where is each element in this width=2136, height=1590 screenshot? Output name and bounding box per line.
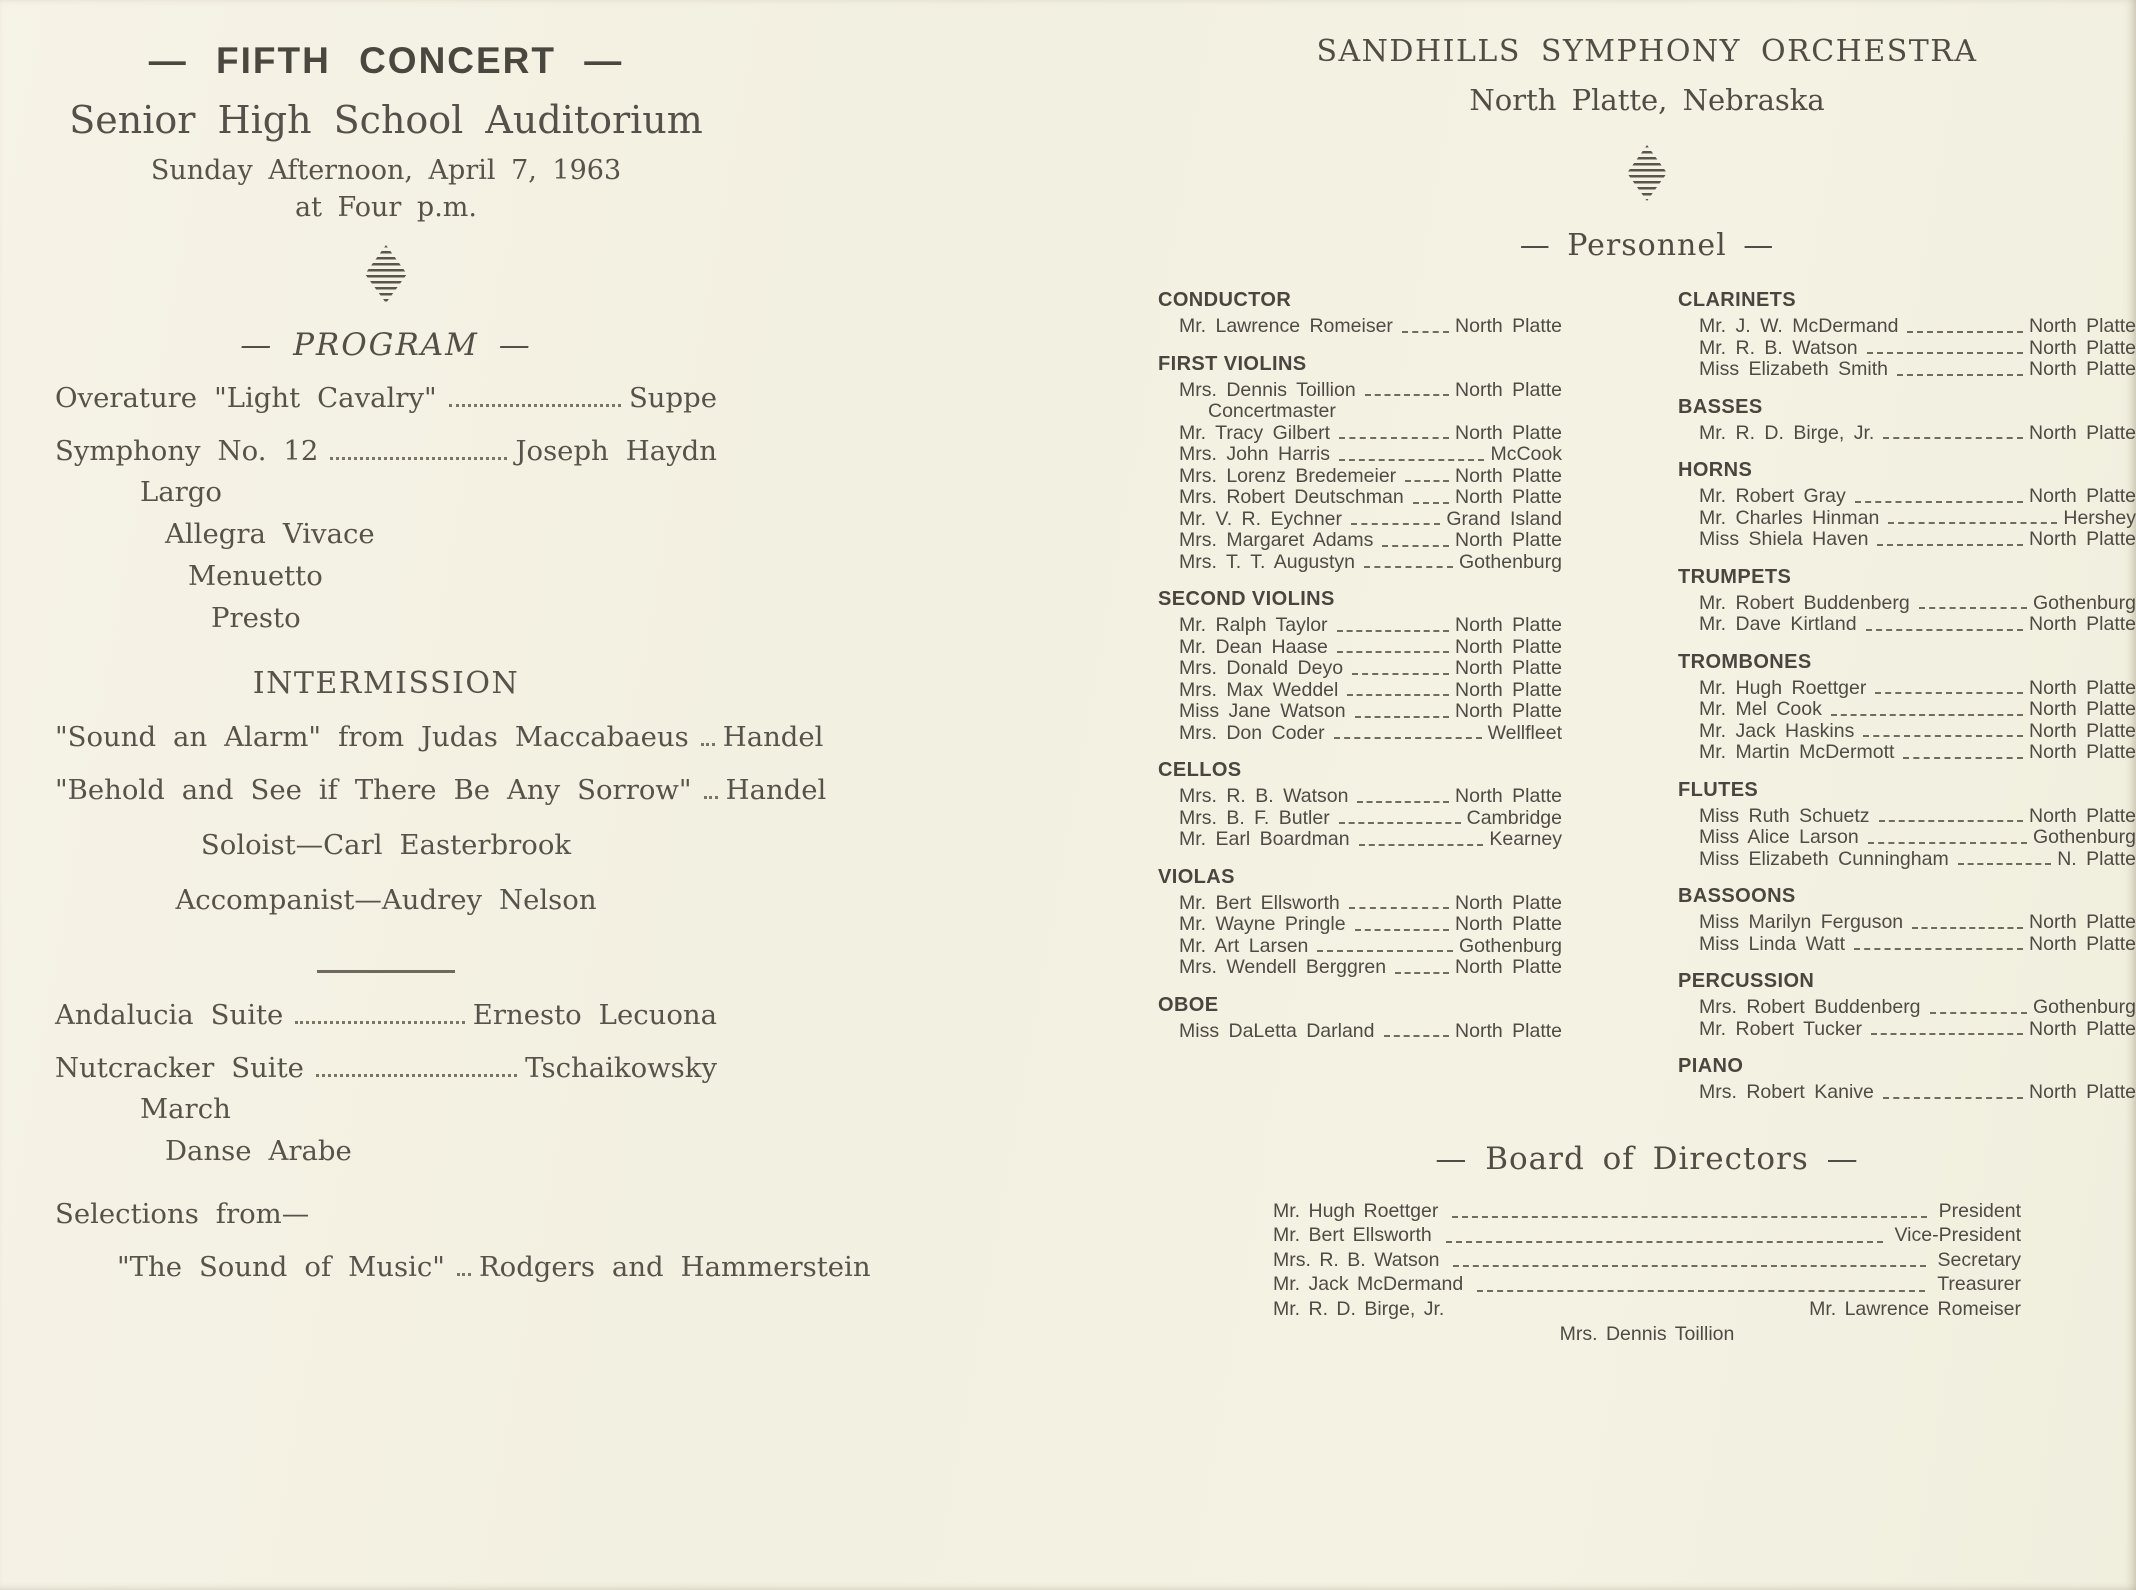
dash-leader [1402, 331, 1449, 333]
personnel-row [1158, 1021, 1562, 1043]
personnel-row [1678, 529, 2136, 551]
member-city: North Platte [1455, 378, 1562, 401]
dash-leader [1395, 972, 1449, 974]
member-city: Wellfleet [1487, 721, 1562, 744]
movement-line: Presto [211, 602, 301, 634]
board-officer-row [1273, 1248, 2021, 1273]
dash-leader [1863, 735, 2023, 737]
officer-name: Mr. Jack McDermand [1273, 1273, 1464, 1295]
member-city: North Platte [2029, 1081, 2136, 1103]
dash-leader [1351, 523, 1440, 525]
member-city: North Platte [1455, 913, 1562, 935]
member-note: Concertmaster [1208, 400, 1336, 422]
member-name: Miss Alice Larson [1699, 826, 1859, 848]
personnel-section [1678, 566, 2136, 636]
member-name: Miss Jane Watson [1179, 700, 1346, 722]
personnel-heading: — Personnel — [1519, 228, 1775, 263]
dash-leader [1339, 437, 1449, 439]
personnel-section [1678, 779, 2136, 871]
dash-leader [1912, 927, 2023, 929]
personnel-row [1158, 487, 1562, 509]
member-name: Mrs. Wendell Berggren [1179, 956, 1387, 978]
venue-title: Senior High School Auditorium [69, 98, 703, 142]
credit-line: Soloist—Carl Easterbrook [200, 829, 572, 861]
member-name: Mrs. Margaret Adams [1179, 529, 1374, 551]
member-city: North Platte [2029, 911, 2136, 933]
dash-leader [1831, 714, 2023, 716]
divider-rule-wrap [55, 948, 717, 980]
member-city: North Platte [1455, 614, 1562, 636]
section-title: PIANO [1678, 1055, 1744, 1077]
right-page [1158, 34, 2136, 1346]
member-name: Miss DaLetta Darland [1179, 1019, 1375, 1042]
member-name: Mr. Hugh Roettger [1699, 676, 1867, 699]
intermission-label: INTERMISSION [252, 666, 520, 701]
personnel-column [1678, 289, 2136, 1119]
dash-leader [1855, 501, 2023, 503]
member-name: Mr. Dean Haase [1179, 635, 1328, 658]
board-heading: — Board of Directors — [1435, 1140, 1859, 1177]
board-officer-row [1273, 1199, 2021, 1224]
piece-composer: Ernesto Lecuona [472, 999, 717, 1031]
piece-title: Nutcracker Suite [55, 1052, 304, 1084]
personnel-row [1678, 614, 2136, 636]
member-city: North Platte [2029, 719, 2136, 742]
left-page [55, 40, 871, 1285]
dash-leader [1854, 948, 2023, 950]
personnel-row [1678, 486, 2136, 508]
dash-leader [1875, 692, 2023, 694]
dash-leader [1930, 1012, 2027, 1014]
dotted-leader [704, 796, 718, 799]
date-line: Sunday Afternoon, April 7, 1963 [150, 155, 622, 186]
officer-name: Mrs. R. B. Watson [1273, 1248, 1440, 1271]
member-name: Mr. R. D. Birge, Jr. [1699, 421, 1875, 444]
personnel-row [1678, 359, 2136, 381]
member-city: Gothenburg [1459, 550, 1562, 573]
member-name: Miss Marilyn Ferguson [1699, 911, 1904, 933]
piece-composer: Tschaikowsky [525, 1052, 717, 1084]
piece-composer: Handel [725, 774, 827, 806]
member-name: Mr. Ralph Taylor [1179, 614, 1328, 636]
dotted-leader [449, 404, 621, 407]
personnel-row [1158, 444, 1562, 466]
personnel-row [1158, 658, 1562, 680]
member-name: Mr. Robert Tucker [1699, 1017, 1862, 1040]
section-title: VIOLAS [1158, 865, 1235, 888]
personnel-row [1158, 914, 1562, 936]
member-name: Mr. Wayne Pringle [1179, 913, 1346, 935]
member-city: North Platte [2029, 528, 2136, 550]
movement-line: Allegra Vivace [165, 518, 375, 550]
officer-role: Treasurer [1937, 1273, 2021, 1295]
member-name: Mrs. Lorenz Bredemeier [1179, 464, 1397, 487]
personnel-row [1678, 1082, 2136, 1104]
piece-title: "The Sound of Music" [117, 1251, 445, 1283]
board-member-left: Mr. R. D. Birge, Jr. [1273, 1297, 1445, 1320]
dash-leader [1871, 1033, 2023, 1035]
dash-leader [1883, 437, 2023, 439]
personnel-column [1158, 289, 1562, 1119]
dash-leader [1446, 1241, 1883, 1243]
personnel-row [1158, 893, 1562, 915]
dash-leader [1866, 629, 2023, 631]
member-city: North Platte [2029, 741, 2136, 763]
personnel-row [1678, 338, 2136, 360]
member-name: Mr. Lawrence Romeiser [1179, 315, 1393, 337]
personnel-section [1678, 970, 2136, 1040]
credit-line: Accompanist—Audrey Nelson [175, 884, 597, 916]
section-title: PERCUSSION [1678, 970, 1815, 992]
member-city: Gothenburg [1459, 934, 1562, 957]
program-piece-row [55, 772, 827, 808]
dash-leader [1339, 822, 1461, 824]
member-city: North Platte [2029, 804, 2136, 827]
dash-leader [1877, 544, 2023, 546]
board-officer-row [1273, 1272, 2021, 1297]
piece-composer: Rodgers and Hammerstein [478, 1251, 871, 1283]
dash-leader [1349, 907, 1449, 909]
member-name: Mr. J. W. McDermand [1699, 315, 1899, 337]
piece-composer: Joseph Haydn [515, 435, 717, 467]
personnel-row [1678, 934, 2136, 956]
diamond-ornament-icon [1627, 145, 1667, 201]
member-name: Mrs. Robert Buddenberg [1699, 996, 1921, 1018]
member-name: Mrs. Dennis Toillion [1179, 378, 1356, 401]
section-title: CONDUCTOR [1158, 289, 1292, 311]
dash-leader [1453, 1265, 1925, 1267]
personnel-row [1678, 742, 2136, 764]
personnel-row [1158, 680, 1562, 702]
program-piece-row [55, 997, 717, 1033]
dotted-leader [701, 743, 715, 746]
member-name: Mrs. Don Coder [1179, 721, 1325, 744]
personnel-row [1158, 957, 1562, 979]
dash-leader [1359, 844, 1484, 846]
personnel-row [1678, 423, 2136, 445]
member-name: Miss Shiela Haven [1699, 528, 1869, 550]
dotted-leader [457, 1273, 471, 1276]
personnel-section [1158, 588, 1562, 744]
section-title: CLARINETS [1678, 289, 1797, 311]
member-city: North Platte [1455, 678, 1562, 701]
member-name: Mr. Mel Cook [1699, 698, 1822, 720]
board-members-row [1273, 1297, 2021, 1322]
dash-leader [1347, 694, 1449, 696]
dash-leader [1357, 801, 1449, 803]
piece-composer: Handel [722, 721, 824, 753]
personnel-section [1678, 459, 2136, 551]
personnel-row [1158, 936, 1562, 958]
member-name: Mr. R. B. Watson [1699, 336, 1858, 359]
personnel-row [1158, 701, 1562, 723]
member-name: Mr. Tracy Gilbert [1179, 421, 1331, 444]
selections-label: Selections from— [55, 1198, 310, 1230]
board-officer-row [1273, 1223, 2021, 1248]
dash-leader [1413, 502, 1449, 504]
program-piece-row [55, 719, 824, 755]
member-city: Kearney [1489, 828, 1562, 850]
member-city: North Platte [2029, 698, 2136, 720]
dash-leader [1879, 820, 2023, 822]
member-name: Mr. Robert Gray [1699, 485, 1846, 507]
member-city: North Platte [2029, 421, 2136, 444]
piece-title: Overature "Light Cavalry" [55, 382, 437, 414]
personnel-row [1678, 699, 2136, 721]
member-city: North Platte [1455, 315, 1562, 337]
member-city: North Platte [1455, 956, 1562, 978]
dotted-leader [330, 457, 507, 460]
piece-title: Symphony No. 12 [55, 435, 319, 467]
personnel-row [1678, 316, 2136, 338]
member-name: Mrs. Robert Kanive [1699, 1081, 1874, 1103]
member-city: North Platte [1455, 421, 1562, 444]
dash-leader [1365, 394, 1449, 396]
dash-leader [1883, 1097, 2023, 1099]
section-title: FIRST VIOLINS [1158, 352, 1307, 375]
member-name: Mrs. B. F. Butler [1179, 806, 1330, 829]
member-name: Mr. Earl Boardman [1179, 828, 1350, 850]
personnel-row [1158, 380, 1562, 402]
personnel-section [1158, 759, 1562, 851]
personnel-row [1678, 678, 2136, 700]
personnel-section [1678, 1055, 2136, 1104]
movement-line: Danse Arabe [165, 1135, 352, 1167]
member-name: Mr. Robert Buddenberg [1699, 591, 1910, 614]
member-city: North Platte [1455, 1019, 1562, 1042]
section-title: CELLOS [1158, 759, 1242, 781]
dash-leader [1337, 651, 1449, 653]
section-title: BASSES [1678, 395, 1763, 418]
time-line: at Four p.m. [295, 192, 477, 223]
dash-leader [1317, 950, 1453, 952]
dash-leader [1897, 374, 2023, 376]
member-city: North Platte [1455, 486, 1562, 508]
section-title: FLUTES [1678, 778, 1759, 801]
dash-leader [1867, 352, 2023, 354]
personnel-columns [1158, 289, 2136, 1119]
section-title: TROMBONES [1678, 650, 1812, 673]
personnel-row [1158, 423, 1562, 445]
personnel-row [1678, 912, 2136, 934]
personnel-row [1678, 593, 2136, 615]
personnel-row [1158, 530, 1562, 552]
dotted-leader [316, 1074, 517, 1077]
member-name: Mrs. Donald Deyo [1179, 657, 1344, 679]
board-member-footer: Mrs. Dennis Toillion [1559, 1323, 1735, 1345]
concert-title: — FIFTH CONCERT — [148, 40, 624, 81]
member-name: Miss Elizabeth Cunningham [1699, 847, 1949, 870]
member-name: Mrs. T. T. Augustyn [1179, 550, 1356, 573]
personnel-section [1158, 866, 1562, 979]
member-name: Mr. Dave Kirtland [1699, 613, 1857, 635]
personnel-row [1158, 829, 1562, 851]
member-city: Gothenburg [2033, 996, 2136, 1018]
personnel-row [1158, 637, 1562, 659]
member-city: North Platte [1455, 785, 1562, 807]
personnel-section [1678, 651, 2136, 764]
dash-leader [1334, 737, 1482, 739]
personnel-row [1158, 316, 1562, 338]
dash-leader [1352, 673, 1449, 675]
personnel-row [1158, 808, 1562, 830]
member-name: Miss Ruth Schuetz [1699, 804, 1870, 827]
member-city: North Platte [2029, 336, 2136, 359]
dash-leader [1477, 1290, 1925, 1292]
member-city: North Platte [2029, 676, 2136, 699]
dash-leader [1868, 842, 2027, 844]
member-city: McCook [1490, 443, 1562, 465]
officer-name: Mr. Bert Ellsworth [1273, 1224, 1432, 1246]
member-name: Miss Linda Watt [1699, 932, 1845, 955]
member-city: North Platte [2029, 485, 2136, 507]
personnel-row [1678, 1019, 2136, 1041]
personnel-section [1158, 994, 1562, 1043]
program-piece-row [55, 433, 717, 469]
officer-name: Mr. Hugh Roettger [1273, 1199, 1439, 1222]
dash-leader [1903, 757, 2023, 759]
dash-leader [1888, 522, 2057, 524]
personnel-row [1678, 806, 2136, 828]
member-city: North Platte [2029, 1017, 2136, 1040]
orchestra-city: North Platte, Nebraska [1469, 83, 1825, 117]
dash-leader [1958, 863, 2052, 865]
member-name: Mrs. Robert Deutschman [1179, 486, 1404, 508]
dash-leader [1405, 480, 1449, 482]
divider-rule [317, 969, 455, 973]
orchestra-name: SANDHILLS SYMPHONY ORCHESTRA [1316, 34, 1978, 69]
personnel-row [1678, 997, 2136, 1019]
dash-leader [1452, 1216, 1926, 1218]
personnel-row [1158, 723, 1562, 745]
personnel-row [1158, 552, 1562, 574]
member-city: Grand Island [1446, 507, 1562, 530]
personnel-row [1678, 849, 2136, 871]
piece-title: "Sound an Alarm" from Judas Maccabaeus [55, 721, 689, 753]
personnel-section [1678, 289, 2136, 381]
member-name: Mr. Martin McDermott [1699, 741, 1895, 763]
piece-title: "Behold and See if There Be Any Sorrow" [55, 774, 692, 806]
member-city: N. Platte [2057, 847, 2136, 870]
section-title: BASSOONS [1678, 885, 1796, 907]
dash-leader [1364, 566, 1453, 568]
member-name: Mrs. John Harris [1179, 443, 1331, 465]
board-of-directors [1273, 1199, 2021, 1347]
board-member-right: Mr. Lawrence Romeiser [1809, 1297, 2021, 1320]
dash-leader [1382, 545, 1449, 547]
movement-line: March [140, 1093, 231, 1125]
member-city: North Platte [2029, 315, 2136, 337]
program-piece-row [55, 1249, 871, 1285]
dotted-leader [295, 1021, 464, 1024]
member-city: Gothenburg [2033, 826, 2136, 848]
member-name: Mr. V. R. Eychner [1179, 507, 1343, 530]
member-name: Mr. Art Larsen [1179, 934, 1309, 957]
officer-role: Vice-President [1894, 1224, 2021, 1246]
member-city: North Platte [2029, 932, 2136, 955]
piece-title: Andalucia Suite [55, 999, 284, 1031]
dash-leader [1384, 1035, 1450, 1037]
personnel-row [1158, 615, 1562, 637]
personnel-row [1678, 827, 2136, 849]
diamond-ornament-icon [365, 245, 407, 303]
dash-leader [1339, 459, 1484, 461]
member-name: Mrs. Max Weddel [1179, 678, 1339, 701]
program-heading: — PROGRAM — [240, 327, 532, 363]
movement-line: Largo [140, 476, 222, 508]
piece-composer: Suppe [628, 382, 717, 414]
dash-leader [1355, 929, 1449, 931]
program-list [55, 380, 871, 1285]
section-title: SECOND VIOLINS [1158, 588, 1335, 610]
member-city: North Platte [1455, 464, 1562, 487]
dash-leader [1355, 716, 1449, 718]
member-city: Hershey [2063, 506, 2136, 529]
member-city: North Platte [1455, 891, 1562, 914]
personnel-section [1678, 396, 2136, 445]
member-city: North Platte [1455, 700, 1562, 722]
member-name: Mr. Jack Haskins [1699, 719, 1855, 742]
officer-role: Secretary [1937, 1248, 2021, 1271]
member-city: North Platte [1455, 657, 1562, 679]
personnel-row [1158, 509, 1562, 531]
personnel-row [1678, 508, 2136, 530]
personnel-row [1158, 786, 1562, 808]
officer-role: President [1938, 1199, 2021, 1222]
member-city: North Platte [1455, 529, 1562, 551]
personnel-row [1158, 466, 1562, 488]
section-title: HORNS [1678, 459, 1753, 481]
dash-leader [1907, 331, 2023, 333]
member-name: Mr. Bert Ellsworth [1179, 891, 1340, 914]
personnel-section [1158, 353, 1562, 574]
member-city: North Platte [2029, 358, 2136, 380]
movement-line: Menuetto [188, 560, 323, 592]
program-piece-row [55, 380, 717, 416]
member-name: Miss Elizabeth Smith [1699, 358, 1888, 380]
member-name: Mr. Charles Hinman [1699, 506, 1880, 529]
member-city: Cambridge [1466, 806, 1562, 829]
personnel-section [1158, 289, 1562, 338]
section-title: TRUMPETS [1678, 565, 1792, 588]
program-piece-row [55, 1050, 717, 1086]
member-city: Gothenburg [2033, 591, 2136, 614]
dash-leader [1337, 630, 1450, 632]
personnel-section [1678, 885, 2136, 955]
member-name: Mrs. R. B. Watson [1179, 785, 1349, 807]
member-city: North Platte [2029, 613, 2136, 635]
section-title: OBOE [1158, 993, 1219, 1016]
dash-leader [1919, 607, 2027, 609]
personnel-row [1678, 721, 2136, 743]
member-city: North Platte [1455, 635, 1562, 658]
